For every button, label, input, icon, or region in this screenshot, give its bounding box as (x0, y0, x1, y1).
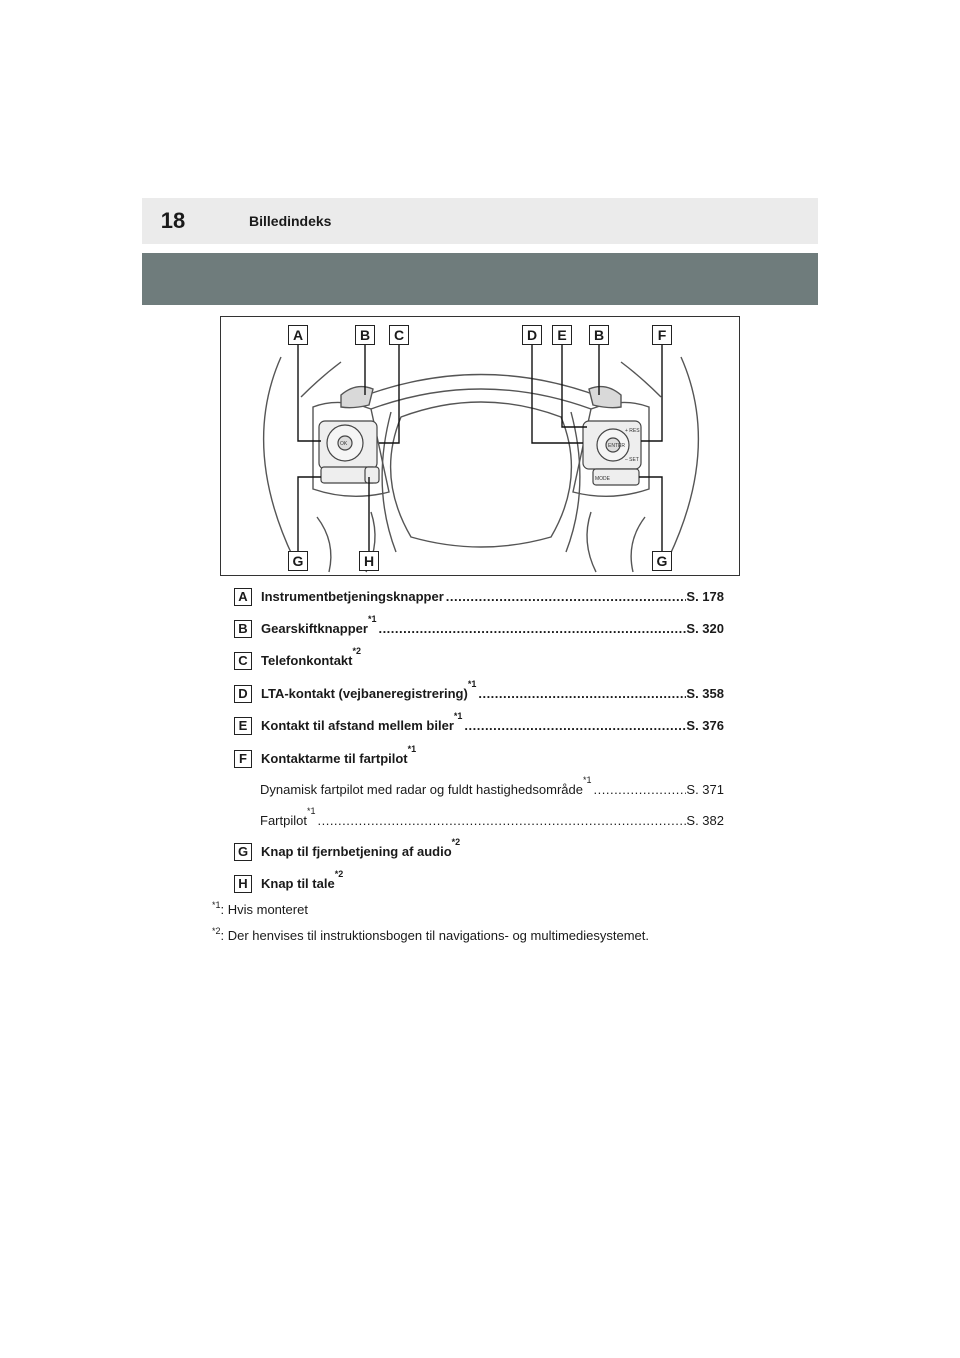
footnote-marker: *2 (352, 646, 362, 656)
page-reference: S. 371 (686, 782, 724, 797)
leader-dots (592, 781, 687, 799)
leader-dots (315, 812, 686, 830)
footnote-marker: *1 (367, 614, 377, 624)
legend-label: Instrumentbetjeningsknapper (261, 589, 444, 604)
enter-label: ENTER (608, 443, 625, 449)
footnote-marker: *1 (407, 744, 417, 754)
legend-letter: A (234, 588, 252, 606)
mode-label: MODE (595, 476, 610, 482)
footnote-text: : Der henvises til instruktionsbogen til navigations- og multimediesystemet. (220, 928, 649, 943)
callout-b-right: B (589, 325, 609, 345)
footnote-marker: *2 (334, 869, 344, 879)
callout-h: H (359, 551, 379, 571)
leader-dots (476, 685, 686, 703)
legend-letter: C (234, 652, 252, 670)
callout-a: A (288, 325, 308, 345)
legend-item-b (234, 614, 724, 642)
legend-letter: F (234, 750, 252, 768)
page-reference: S. 382 (686, 813, 724, 828)
footnote-marker: *1 (583, 775, 592, 785)
header-bar (142, 198, 818, 244)
legend-item-d (234, 679, 724, 707)
legend-label: Kontaktarme til fartpilot (261, 751, 408, 766)
footnote-marker: *1 (467, 679, 477, 689)
legend-item-c (234, 646, 724, 674)
section-band (142, 253, 818, 305)
callout-c: C (389, 325, 409, 345)
footnote-marker: *1 (306, 806, 316, 816)
legend-item-e (234, 711, 724, 739)
legend-label: Gearskiftknapper (261, 621, 368, 636)
legend-letter: G (234, 843, 252, 861)
callout-g-left: G (288, 551, 308, 571)
footnote-2 (212, 927, 649, 945)
sub-item-cruise (260, 806, 724, 830)
page-number: 18 (160, 208, 186, 233)
footnote-marker: *1 (453, 711, 463, 721)
legend-letter: E (234, 717, 252, 735)
legend-label: Telefonkontakt (261, 653, 353, 668)
footnote-text: : Hvis monteret (220, 902, 308, 917)
callout-f: F (652, 325, 672, 345)
legend-label: Knap til tale (261, 876, 335, 891)
legend-label: Kontakt til afstand mellem biler (261, 718, 454, 733)
page-reference: S. 358 (686, 686, 724, 701)
page-reference: S. 178 (686, 589, 724, 604)
legend-item-g (234, 837, 724, 865)
legend-label: Knap til fjernbetjening af audio (261, 844, 452, 859)
page-reference: S. 320 (686, 621, 724, 636)
page-reference: S. 376 (686, 718, 724, 733)
section-title: Billedindeks (249, 213, 332, 229)
res-label: + RES (625, 428, 640, 434)
legend-item-a (234, 588, 724, 610)
ok-label: OK (340, 441, 348, 447)
leader-dots (376, 620, 686, 638)
footnote-mark: *1 (212, 899, 221, 910)
legend-letter: B (234, 620, 252, 638)
leader-dots (462, 717, 686, 735)
callout-b-left: B (355, 325, 375, 345)
sub-item-radar-cruise (260, 775, 724, 799)
leader-dots (444, 588, 687, 606)
legend-item-h (234, 869, 724, 897)
footnote-mark: *2 (212, 925, 221, 936)
callout-e: E (552, 325, 572, 345)
callout-g-right: G (652, 551, 672, 571)
footnote-1 (212, 901, 308, 919)
legend-item-f (234, 744, 724, 772)
legend-letter: H (234, 875, 252, 893)
legend-letter: D (234, 685, 252, 703)
steering-wheel-illustration (221, 317, 741, 577)
sub-item-label: Dynamisk fartpilot med radar og fuldt hastighedsområde (260, 782, 583, 797)
callout-d: D (522, 325, 542, 345)
legend-label: LTA-kontakt (vejbaneregistrering) (261, 686, 468, 701)
set-label: – SET (625, 457, 639, 463)
steering-wheel-figure (220, 316, 740, 576)
sub-item-label: Fartpilot (260, 813, 307, 828)
footnote-marker: *2 (451, 837, 461, 847)
